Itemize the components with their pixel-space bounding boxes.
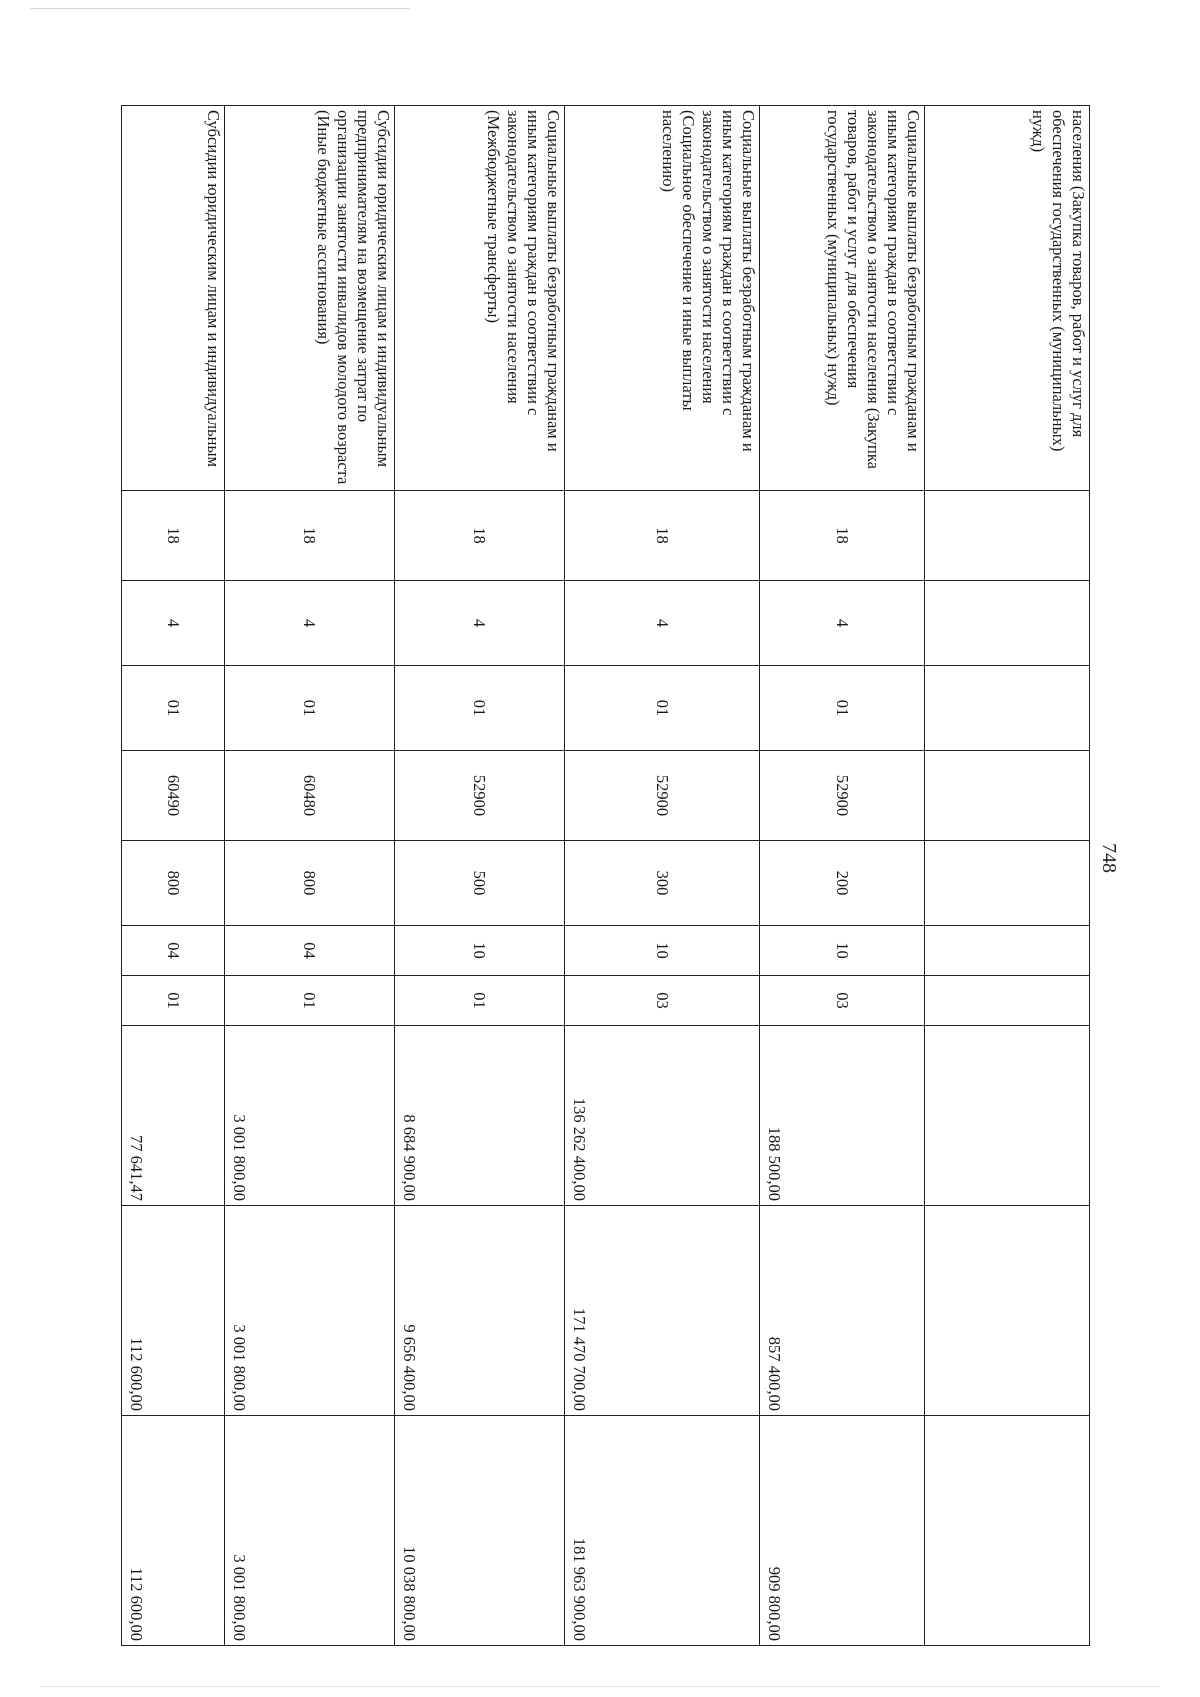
table-row [925,106,1090,1646]
code-cell: 300 [565,841,760,926]
code-cell: 60490 [122,751,225,841]
page-number: 748 [1098,843,1120,873]
code-cell: 52900 [760,751,925,841]
row-description-cell: Социальные выплаты безработным гражданам и иным категориям граждан в соответствии с законодательством о занятости населения (Социальное обеспечение и иные выплаты населению) [565,106,760,491]
code-cell: 800 [122,841,225,926]
table-row [565,106,760,1646]
code-cell [925,751,1090,841]
code-cell: 18 [225,491,395,581]
code-cell: 01 [395,666,565,751]
code-cell: 10 [395,926,565,976]
amount-cell [925,1206,1090,1416]
budget-table [121,105,1090,1646]
code-cell: 01 [122,666,225,751]
code-cell: 03 [760,976,925,1026]
code-cell: 4 [122,581,225,666]
code-cell: 10 [565,926,760,976]
table-row [760,106,925,1646]
code-cell: 01 [760,666,925,751]
code-cell: 200 [760,841,925,926]
code-cell: 01 [225,666,395,751]
row-description-cell: населения (Закупка товаров, работ и услуг для обеспечения государственных (муниципальных) нужд) [925,106,1090,491]
row-description-cell: Субсидии юридическим лицам и индивидуальным [122,106,225,491]
code-cell: 01 [565,666,760,751]
table-row [395,106,565,1646]
code-cell: 04 [225,926,395,976]
amount-cell: 3 001 800,00 [225,1416,395,1646]
amount-cell: 3 001 800,00 [225,1026,395,1206]
amount-cell: 112 600,00 [122,1416,225,1646]
code-cell: 03 [565,976,760,1026]
code-cell: 800 [225,841,395,926]
amount-cell: 136 262 400,00 [565,1026,760,1206]
amount-cell [925,1026,1090,1206]
rotated-table-wrapper [122,105,1090,1645]
amount-cell: 188 500,00 [760,1026,925,1206]
code-cell: 01 [122,976,225,1026]
table-row [225,106,395,1646]
code-cell [925,976,1090,1026]
code-cell: 52900 [565,751,760,841]
code-cell: 18 [395,491,565,581]
code-cell: 04 [122,926,225,976]
amount-cell: 909 800,00 [760,1416,925,1646]
code-cell: 52900 [395,751,565,841]
code-cell: 4 [565,581,760,666]
row-description-cell: Социальные выплаты безработным гражданам и иным категориям граждан в соответствии с законодательством о занятости населения (Межбюджетные трансферты) [395,106,565,491]
code-cell [925,841,1090,926]
amount-cell: 112 600,00 [122,1206,225,1416]
code-cell: 4 [225,581,395,666]
code-cell: 01 [395,976,565,1026]
code-cell [925,666,1090,751]
amount-cell: 77 641,47 [122,1026,225,1206]
code-cell: 4 [760,581,925,666]
code-cell: 10 [760,926,925,976]
row-description-cell: Субсидии юридическим лицам и индивидуальным предпринимателям на возмещение затрат по организации занятости инвалидов молодого возраста (Иные бюджетные ассигнования) [225,106,395,491]
code-cell: 4 [395,581,565,666]
amount-cell: 8 684 900,00 [395,1026,565,1206]
code-cell: 01 [225,976,395,1026]
code-cell [925,491,1090,581]
amount-cell: 181 963 900,00 [565,1416,760,1646]
code-cell [925,926,1090,976]
table-row [122,106,225,1646]
code-cell: 60480 [225,751,395,841]
amount-cell: 3 001 800,00 [225,1206,395,1416]
amount-cell: 9 656 400,00 [395,1206,565,1416]
code-cell: 18 [760,491,925,581]
scan-artifact-top [30,8,410,9]
code-cell [925,581,1090,666]
scan-artifact-bottom [40,1686,1160,1687]
row-description-cell: Социальные выплаты безработным гражданам и иным категориям граждан в соответствии с законодательством о занятости населения (Закупка товаров, работ и услуг для обеспечения государственных (муниципальных) нужд) [760,106,925,491]
code-cell: 18 [565,491,760,581]
code-cell: 18 [122,491,225,581]
amount-cell [925,1416,1090,1646]
amount-cell: 857 400,00 [760,1206,925,1416]
amount-cell: 171 470 700,00 [565,1206,760,1416]
code-cell: 500 [395,841,565,926]
amount-cell: 10 038 800,00 [395,1416,565,1646]
